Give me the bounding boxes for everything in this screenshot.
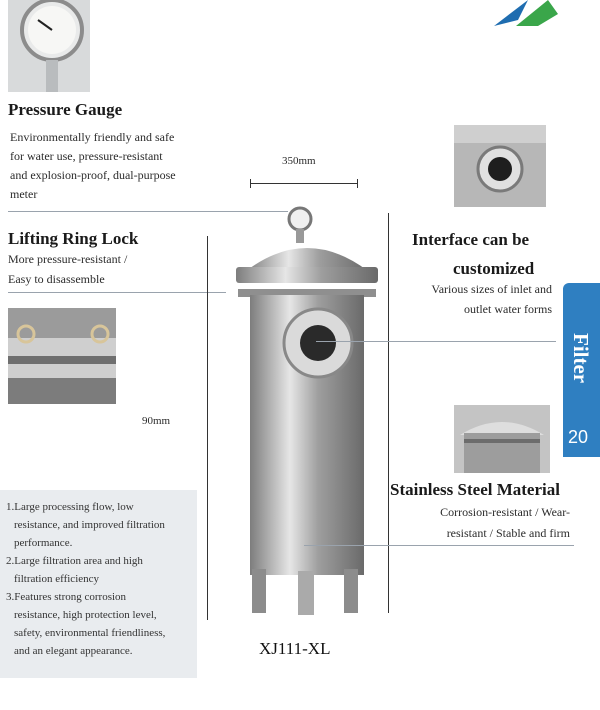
model-label: XJ111-XL [259,639,331,658]
pressure-gauge-title: Pressure Gauge [8,100,123,119]
feature-item: 3.Features strong corrosion [6,591,127,603]
pressure-gauge-photo [8,0,90,92]
page-number-tab [563,421,600,457]
interface-pointer-line [316,341,556,342]
pressure-gauge-line: Environmentally friendly and safe [10,130,175,144]
right-dimension-line [388,213,389,613]
interface-photo [454,125,546,207]
feature-item: resistance, high protection level, [14,609,157,621]
side-dimension-line [207,236,208,620]
stainless-photo [454,405,550,473]
feature-item: 2.Large filtration area and high [6,555,143,567]
pressure-gauge-line: meter [10,187,38,201]
interface-line: outlet water forms [464,302,552,316]
interface-title-line1: Interface can be [412,230,530,249]
features-panel [0,490,197,678]
company-logo-icon [488,0,570,28]
stainless-description [400,502,570,544]
width-dimension-label: 350mm [282,155,316,167]
lifting-ring-title: Lifting Ring Lock [8,229,139,248]
feature-item: and an elegant appearance. [14,645,133,657]
pressure-gauge-description [10,128,230,204]
lifting-ring-description [8,249,208,289]
width-dimension-tick-right [357,179,358,188]
stainless-line: Corrosion-resistant / Wear- [440,505,570,519]
filter-vessel-image [228,205,386,615]
feature-item: 1.Large processing flow, low [6,501,134,513]
feature-item: filtration efficiency [14,573,100,585]
lifting-ring-line: Easy to disassemble [8,272,105,286]
feature-item: resistance, and improved filtration [14,519,165,531]
category-side-tab [563,283,600,431]
stainless-pointer-line [304,545,574,546]
lifting-ring-photo [8,308,116,404]
feature-item: performance. [14,537,73,549]
category-tab-label: Filter [569,333,593,384]
lifting-ring-pointer-line [8,292,226,293]
interface-title-line2: customized [453,259,535,278]
interface-description [400,279,552,319]
side-dimension-label: 90mm [142,415,171,427]
stainless-line: resistant / Stable and firm [446,526,570,540]
pressure-gauge-line: and explosion-proof, dual-purpose [10,168,176,182]
feature-item: safety, environmental friendliness, [14,627,166,639]
pressure-gauge-line: for water use, pressure-resistant [10,149,163,163]
stainless-title: Stainless Steel Material [390,480,560,499]
page-number: 20 [568,427,589,447]
width-dimension-line [250,183,358,184]
lifting-ring-line: More pressure-resistant / [8,252,128,266]
width-dimension-tick-left [250,179,251,188]
interface-line: Various sizes of inlet and [431,282,552,296]
pressure-gauge-illustration [8,0,90,92]
